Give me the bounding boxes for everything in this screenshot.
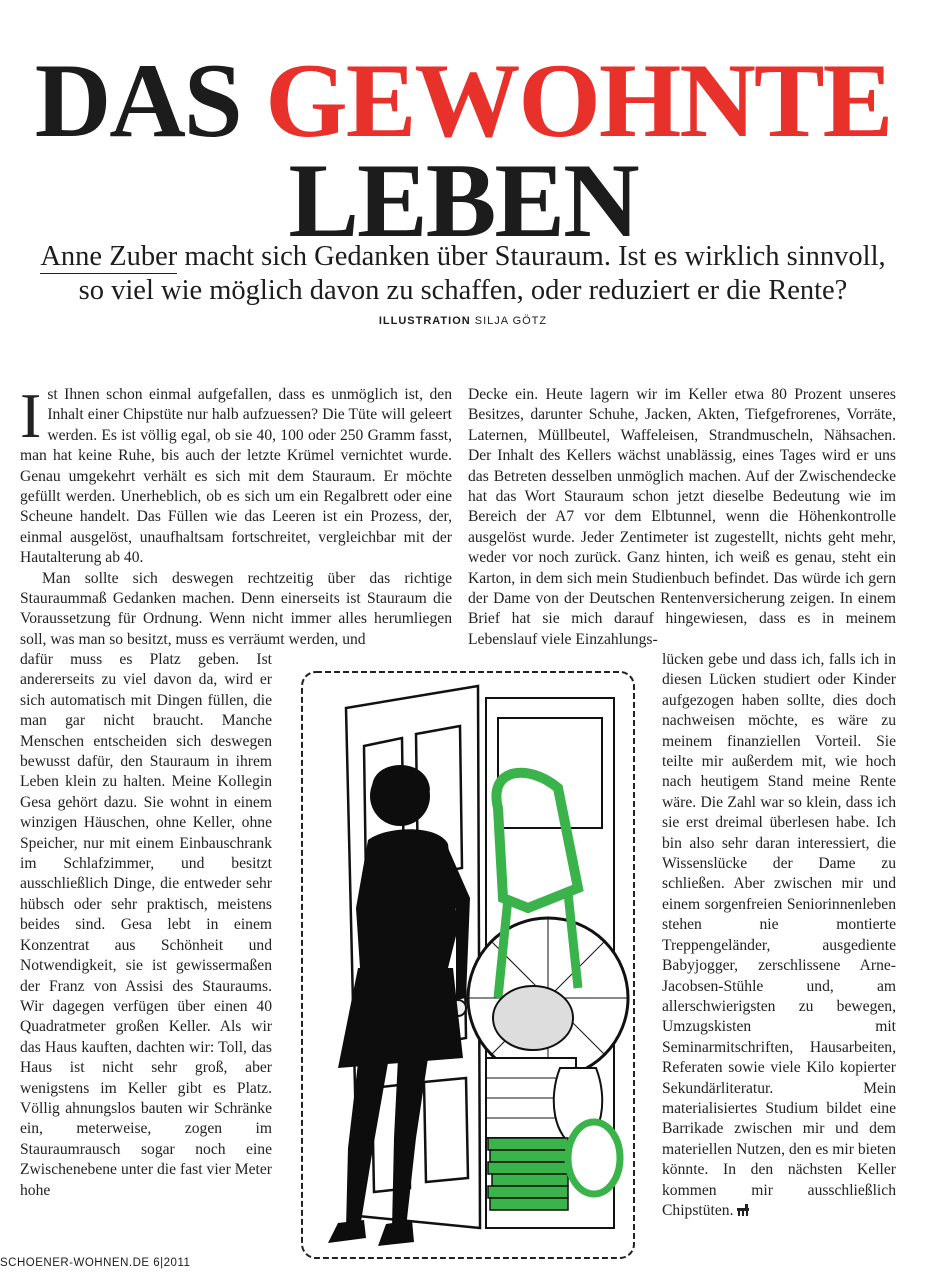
illustration bbox=[298, 668, 638, 1262]
footer-site: SCHOENER-WOHNEN.DE bbox=[0, 1257, 150, 1269]
paragraph-1 bbox=[20, 380, 452, 569]
paragraph-5 bbox=[662, 650, 896, 1221]
credit-label: ILLUSTRATION bbox=[378, 315, 471, 327]
paragraph-1-text: st Ihnen schon einmal aufgefallen, dass es unmöglich ist, den Inhalt einer Chipstüte nur halb aufzuessen? Die Tüte will geleert werden. Es ist völlig egal, ob sie 40, 100 oder 250 Gramm fasst, man hat keine Ruhe, bis auch der letzte Krümel vernichtet wurde. Genau umgekehrt verhält es sich mit dem Stauraum. Er möchte gefüllt werden. Unerheblich, ob es sich um ein Regalbrett oder eine Scheune handelt. Das Füllen wie das Leeren ist ein Prozess, der, einmal ausgelöst, unaufhaltsam fortschreitet, vergleichbar mit der Hautalterung ab 40. bbox=[20, 386, 452, 567]
deck-line1: macht sich Gedanken über Stauraum. Ist es wirklich sinnvoll, bbox=[177, 241, 886, 272]
paragraph-4: Decke ein. Heute lagern wir im Keller etwa 80 Prozent unseres Besitzes, darunter Schuhe, Jacken, Akten, Tiefgefrorenes, Vorräte, Laternen, Müllbeutel, Waffeleisen, Strandmuscheln, Nähsachen. Der Inhalt des Kellers wächst unablässig, eines Tages wird er uns das Betreten desselben unmöglich machen. Auf der Zwischendecke hat das Wort Stauraum schon jetzt dieselbe Bedeutung wie im Bereich der A7 vor dem Elbtunnel, wenn die Höhenkontrolle ausgelöst wurde. Jeder Zentimeter ist zugestellt, nichts geht mehr, weder vor noch zurück. Ganz hinten, ich weiß es genau, steht ein Karton, in dem sich mein Studienbuch befindet. Das würde ich gern der Dame von der Deutschen Rentenversicherung zeigen. In einem Brief hat sie mich darauf hingewiesen, dass es in meinem Lebenslauf viele Einzahlungs- bbox=[468, 386, 896, 648]
drop-cap: I bbox=[20, 380, 42, 451]
end-mark-icon bbox=[737, 1204, 749, 1216]
headline-word-leben: LEBEN bbox=[288, 142, 638, 259]
paragraph-3: dafür muss es Platz geben. Ist andererseits zu viel davon da, wird er sich automatisch mit Dingen füllen, die man gar nicht braucht. Manche Menschen entscheiden sich deswegen bewusst dafür, den Stauraum in ihrem Leben klein zu halten. Meine Kollegin Gesa gehört dazu. Sie wohnt in einem winzigen Häuschen, ohne Keller, ohne Speicher, nur mit einem Einbauschrank im Schlafzimmer, und besitzt ausschließlich Dinge, die entweder sehr hübsch oder sehr praktisch, meistens beides sind. Gesa lebt in einem Konzentrat aus Schönheit und Notwendigkeit, sie ist gewissermaßen der Franz von Assisi des Stauraums. Wir dagegen verfügen über einen 40 Quadratmeter großen Keller. Als wir das Haus kauften, dachten wir: Toll, das Haus ist nicht sehr groß, aber wenigstens im Keller gibt es Platz. Völlig ahnungslos bauten wir Schränke ein, meterweise, zogen im Stauraumrausch sogar noch eine Zwischenebene unter die fast vier Meter hohe bbox=[20, 651, 272, 1199]
column-left-bottom bbox=[20, 650, 272, 1201]
tennis-racket-icon bbox=[568, 1122, 620, 1194]
column-left-top bbox=[20, 380, 452, 650]
column-right-bottom bbox=[662, 650, 896, 1221]
paragraph-5-text: lücken gebe und dass ich, falls ich in diesen Lücken studiert oder Kinder aufgezogen haben sollte, dies doch nachweisen möchte, es wäre zu meinem finanziellen Vorteil. Sie teilte mir außerdem mit, wie hoch nach heutigem Stand meine Rente wäre. Die Zahl war so klein, dass ich sie erst dreimal überlesen habe. Ich bin also sehr daran interessiert, die Wissenslücke der Dame zu schließen. Aber zwischen mir und einem sorgenfreien Seniorinnenleben stehen nie montierte Treppengeländer, ausgediente Babyjogger, zerschlissene Arne-Jacobsen-Stühle und, am allerschwierigsten zu bewegen, Umzugskisten mit Seminarmitschriften, Hausarbeiten, Referaten sowie viele Kilo kopierter Sekundärliteratur. Mein materialisiertes Studium bildet eine Barrikade zwischen mir und dem materiellen Nutzen, den es mir bieten könnte. In den nächsten Keller kommen mir ausschließlich Chipstüten. bbox=[662, 651, 896, 1219]
illustration-credit bbox=[0, 315, 926, 327]
deck bbox=[20, 240, 906, 308]
credit-name: SILJA GÖTZ bbox=[474, 315, 548, 327]
deck-line2: so viel wie möglich davon zu schaffen, oder reduziert er die Rente? bbox=[78, 275, 848, 306]
paragraph-2: Man sollte sich deswegen rechtzeitig über das richtige Stauraummaß Gedanken machen. Denn einerseits ist Stauraum die Voraussetzung für Ordnung. Wenn nicht immer alles herumliegen soll, was man so besitzt, muss es verräumt werden, und bbox=[20, 569, 452, 648]
footer-issue: 6|2011 bbox=[153, 1257, 191, 1269]
author-name: Anne Zuber bbox=[40, 241, 178, 272]
footer bbox=[0, 1257, 190, 1269]
column-right-top bbox=[468, 385, 896, 650]
headline-word-das: DAS bbox=[34, 42, 266, 159]
book-stack-icon bbox=[488, 1138, 568, 1210]
headline-word-gewohnte: GEWOHNTE bbox=[265, 42, 892, 159]
pot-icon bbox=[493, 986, 573, 1050]
